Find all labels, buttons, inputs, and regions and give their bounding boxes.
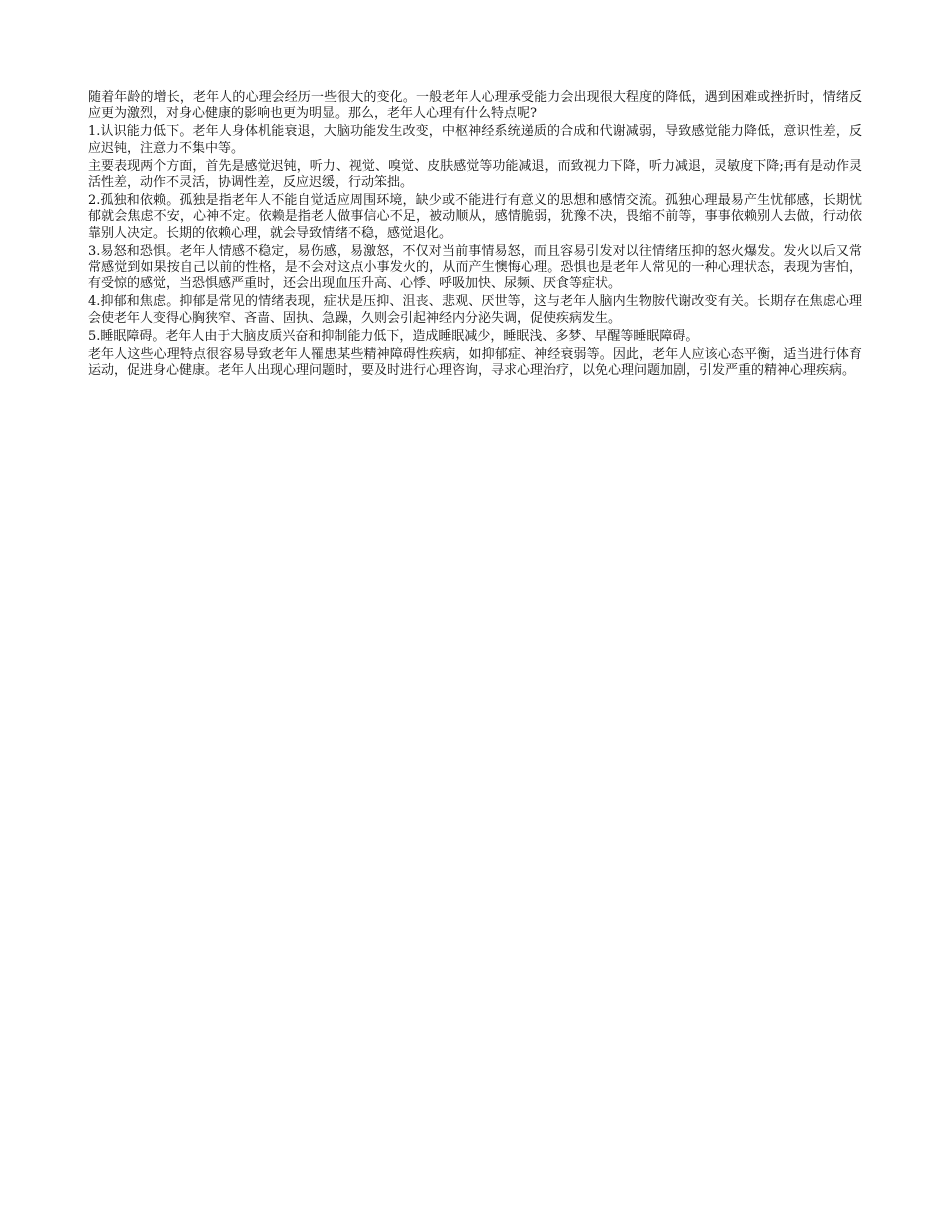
point-3-paragraph: 3.易怒和恐惧。老年人情感不稳定，易伤感，易激怒，不仅对当前事情易怒，而且容易引发对以往情绪压抑的怒火爆发。发火以后又常常感觉到如果按自己以前的性格，是不会对这点小事发火的，从而产生懊悔心理。恐惧也是老年人常见的一种心理状态，表现为害怕，有受惊的感觉，当恐惧感严重时，还会出现血压升高、心悸、呼吸加快、尿频、厌食等症状。 [88, 243, 862, 292]
point-2-paragraph: 2.孤独和依赖。孤独是指老年人不能自觉适应周围环境，缺少或不能进行有意义的思想和感情交流。孤独心理最易产生忧郁感，长期忧郁就会焦虑不安，心神不定。依赖是指老人做事信心不足，被动顺从，感情脆弱，犹豫不决，畏缩不前等，事事依赖别人去做，行动依靠别人决定。长期的依赖心理，就会导致情绪不稳，感觉退化。 [88, 192, 862, 241]
point-4-paragraph: 4.抑郁和焦虑。抑郁是常见的情绪表现，症状是压抑、沮丧、悲观、厌世等，这与老年人脑内生物胺代谢改变有关。长期存在焦虑心理会使老年人变得心胸狭窄、吝啬、固执、急躁，久则会引起神经内分泌失调，促使疾病发生。 [88, 294, 862, 326]
point-1-paragraph: 1.认识能力低下。老年人身体机能衰退，大脑功能发生改变，中枢神经系统递质的合成和代谢减弱，导致感觉能力降低，意识性差，反应迟钝，注意力不集中等。 [88, 124, 862, 156]
point-1-detail-paragraph: 主要表现两个方面，首先是感觉迟钝，听力、视觉、嗅觉、皮肤感觉等功能减退，而致视力下降，听力减退，灵敏度下降;再有是动作灵活性差，动作不灵活，协调性差，反应迟缓，行动笨拙。 [88, 158, 862, 191]
document-body [88, 90, 862, 381]
intro-paragraph: 随着年龄的增长，老年人的心理会经历一些很大的变化。一般老年人心理承受能力会出现很大程度的降低，遇到困难或挫折时，情绪反应更为激烈，对身心健康的影响也更为明显。那么，老年人心理有什么特点呢? [88, 90, 862, 122]
conclusion-paragraph: 老年人这些心理特点很容易导致老年人罹患某些精神障碍性疾病，如抑郁症、神经衰弱等。因此，老年人应该心态平衡，适当进行体育运动，促进身心健康。老年人出现心理问题时，要及时进行心理咨询，寻求心理治疗，以免心理问题加剧，引发严重的精神心理疾病。 [88, 346, 862, 378]
point-5-paragraph: 5.睡眠障碍。老年人由于大脑皮质兴奋和抑制能力低下，造成睡眠减少，睡眠浅、多梦、早醒等睡眠障碍。 [88, 328, 699, 344]
